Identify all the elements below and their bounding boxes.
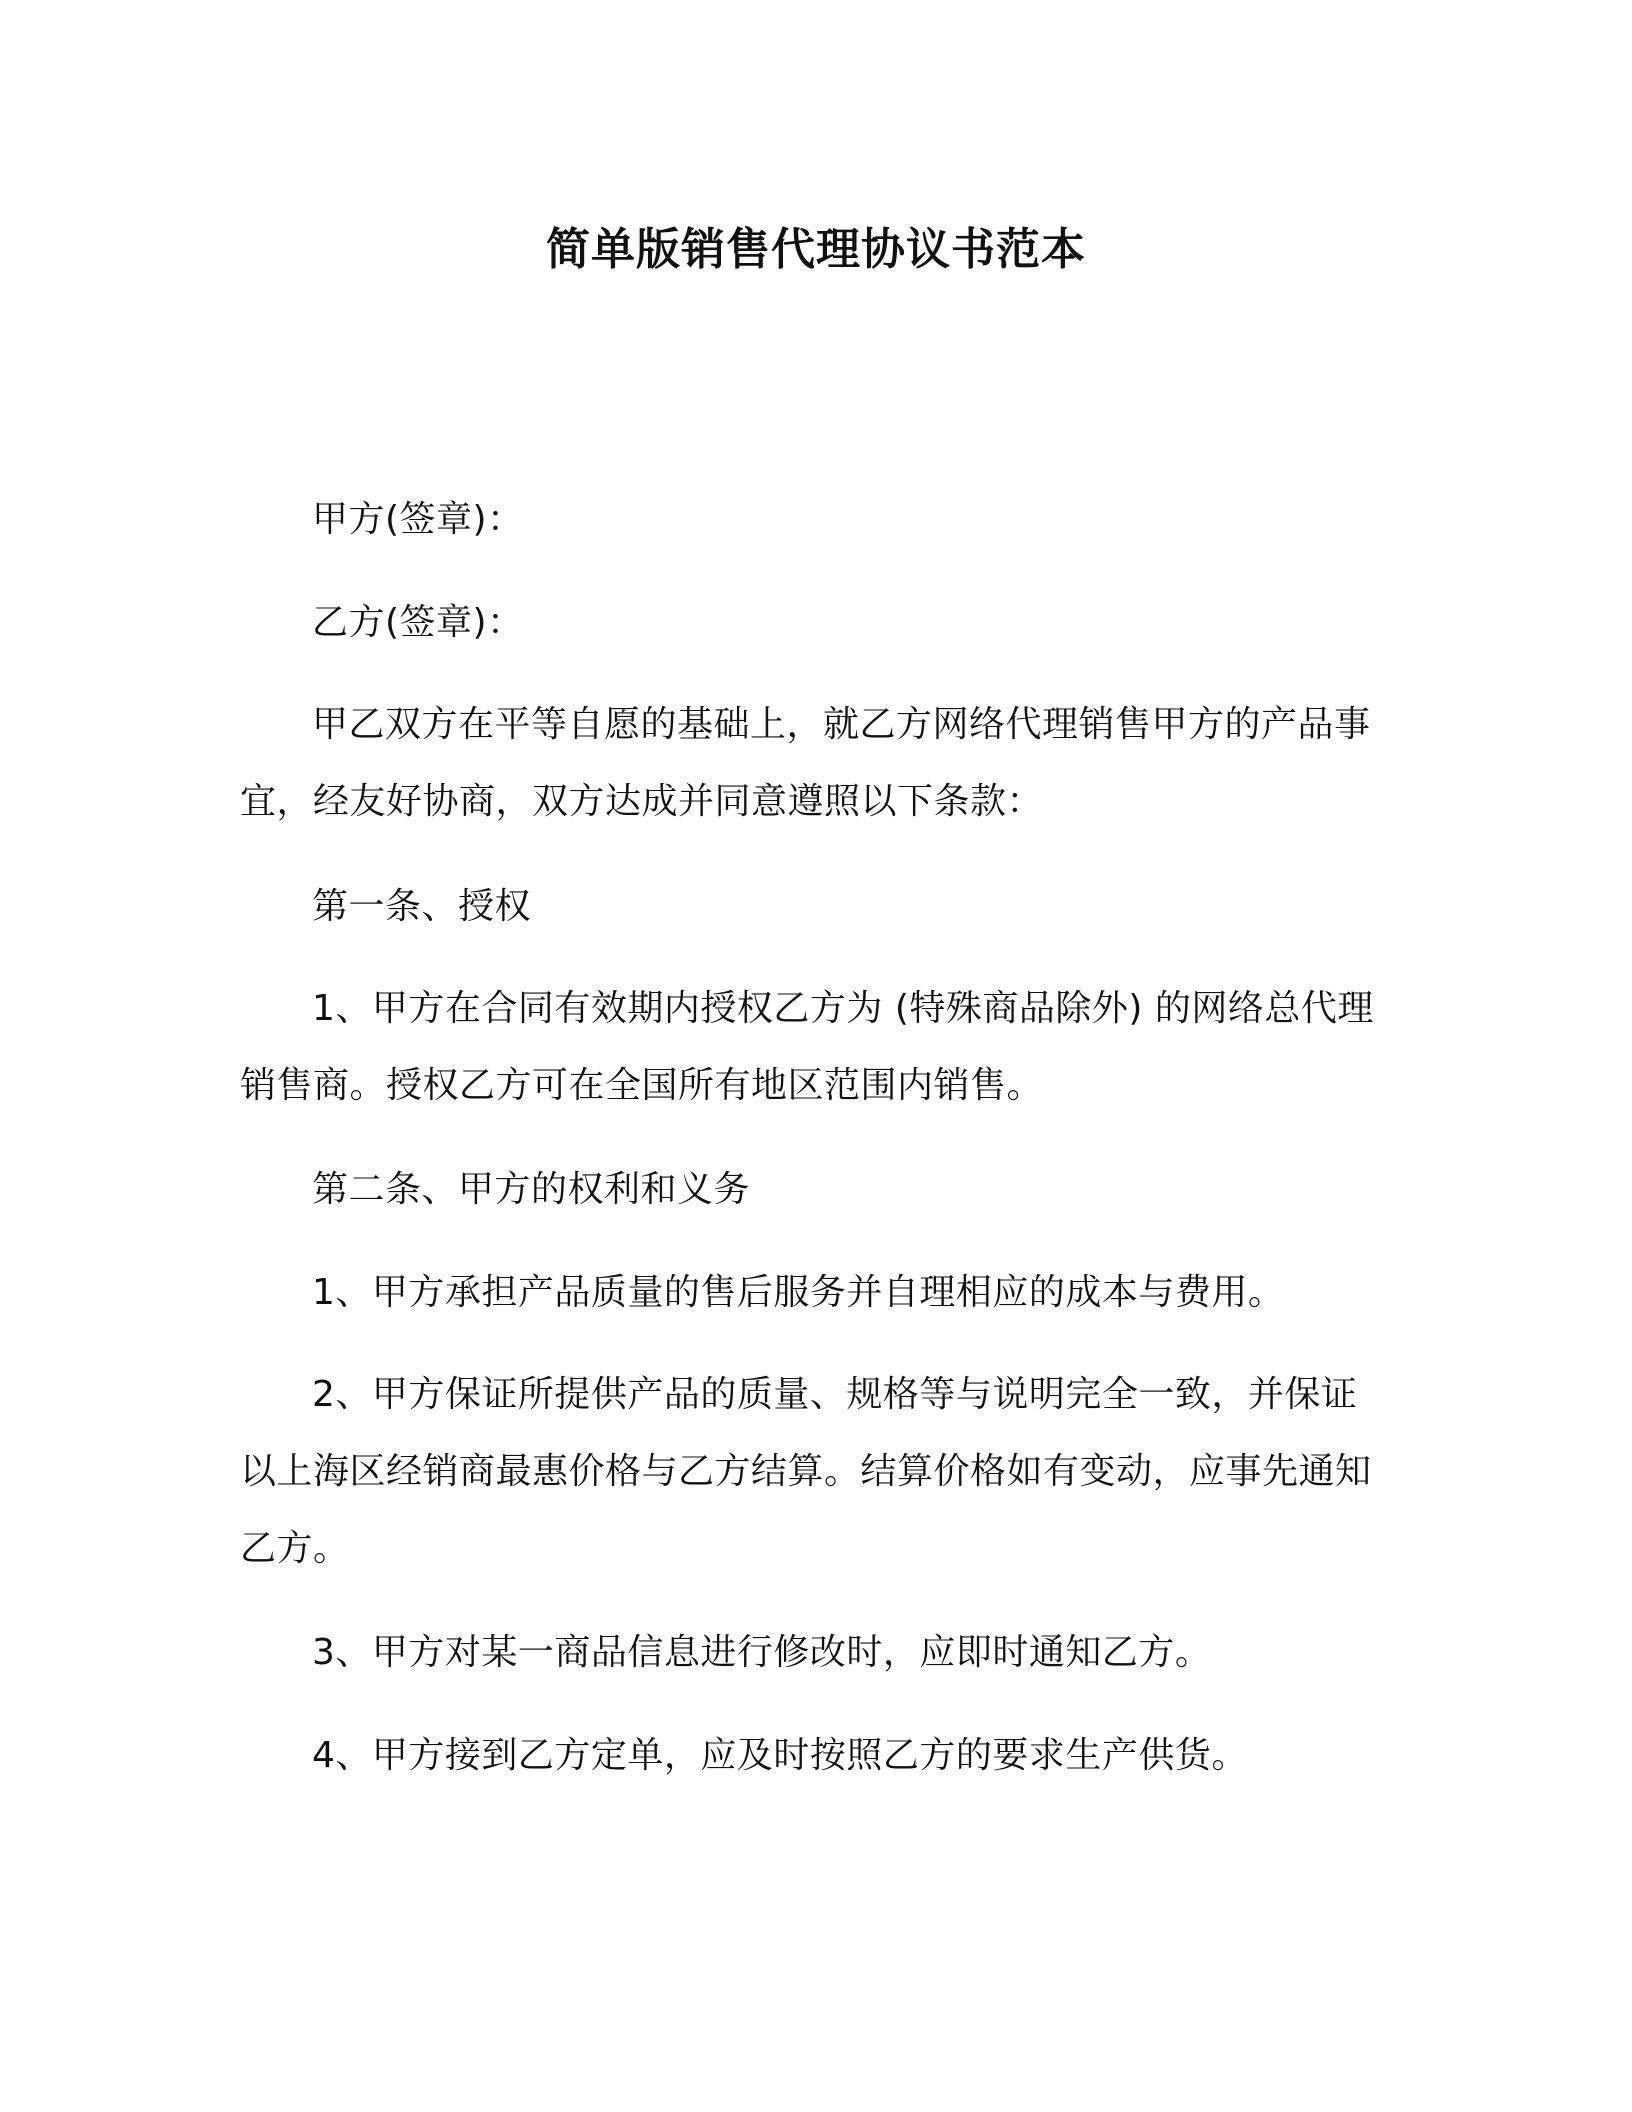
article-2-clause-3: 3、甲方对某一商品信息进行修改时，应即时通知乙方。 — [312, 1632, 1212, 1673]
party-a-signature-line: 甲方(签章)： — [312, 499, 524, 540]
article-2-heading: 第二条、甲方的权利和义务 — [312, 1169, 751, 1210]
article-1-clause-1: 1、甲方在合同有效期内授权乙方为 (特殊商品除外) 的网络总代理销售商。授权乙方可在全国所有地区范围内销售。 — [240, 988, 1374, 1106]
article-1-heading: 第一条、授权 — [312, 886, 532, 927]
party-b-signature-line: 乙方(签章)： — [312, 602, 524, 643]
article-2-clause-4: 4、甲方接到乙方定单，应及时按照乙方的要求生产供货。 — [312, 1735, 1248, 1776]
article-2-clause-1: 1、甲方承担产品质量的售后服务并自理相应的成本与费用。 — [312, 1272, 1285, 1313]
preamble-paragraph: 甲乙双方在平等自愿的基础上，就乙方网络代理销售甲方的产品事宜，经友好协商，双方达成并同意遵照以下条款： — [240, 704, 1371, 822]
article-2-clause-2: 2、甲方保证所提供产品的质量、规格等与说明完全一致，并保证以上海区经销商最惠价格与乙方结算。结算价格如有变动，应事先通知乙方。 — [240, 1374, 1372, 1569]
document-title: 简单版销售代理协议书范本 — [546, 224, 1086, 275]
